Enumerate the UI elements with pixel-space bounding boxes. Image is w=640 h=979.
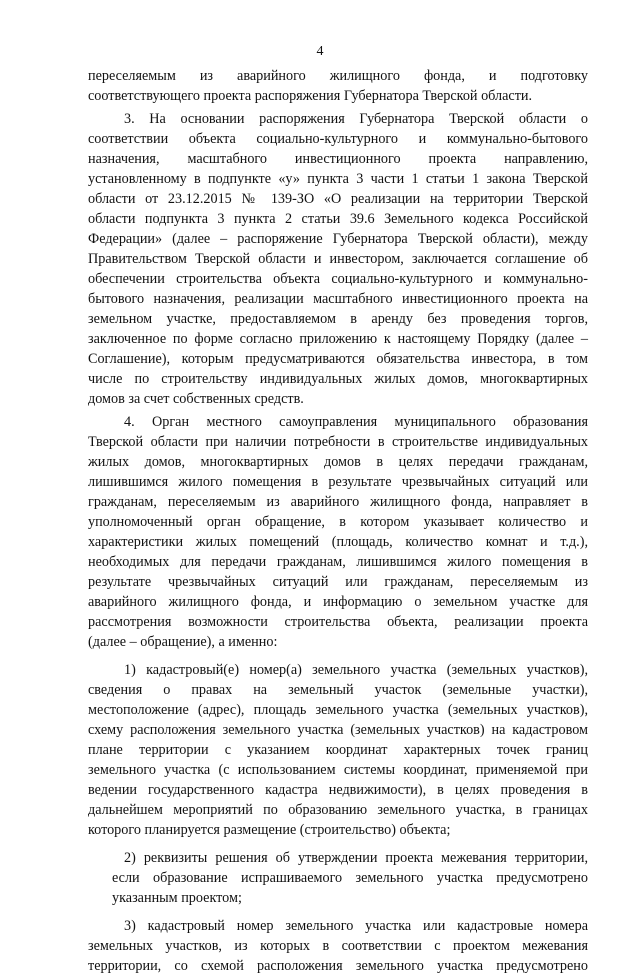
text-line: плане территории с указанием координат характерных точек границ: [88, 742, 588, 758]
text-line: установленному в подпункте «у» пункта 3 части 1 статьи 1 закона Тверской: [88, 171, 588, 187]
text-line: гражданам, переселяемым из аварийного жилищного фонда, направляет в: [88, 494, 588, 510]
text-line: сведения о правах на земельный участок (земельные участки),: [88, 682, 588, 698]
list-item-2: [88, 848, 588, 908]
text-line: соответствии объекта социально-культурного и коммунально-бытового: [88, 131, 588, 147]
text-line: обеспечении строительства объекта социально-культурного и коммунально-: [88, 271, 588, 287]
text-line: заключенное по форме согласно приложению к настоящему Порядку (далее –: [88, 331, 588, 347]
text-line: территории, со схемой расположения земельного участка предусмотрено: [88, 958, 588, 974]
text-line: указанным проектом;: [112, 890, 242, 906]
text-line: аварийного жилищного фонда, и информацию о земельном участке для: [88, 594, 588, 610]
text-line: Тверской области при наличии потребности в строительстве индивидуальных: [88, 434, 588, 450]
text-line: области от 23.12.2015 № 139-ЗО «О реализации на территории Тверской: [88, 191, 588, 207]
page-number: 4: [316, 44, 324, 59]
text-line: земельного участка (с использованием системы координат, применяемой при: [88, 762, 588, 778]
list-item-1: [88, 660, 588, 840]
text-line: 2) реквизиты решения об утверждении проекта межевания территории,: [124, 850, 588, 866]
text-line: если образование испрашиваемого земельного участка предусмотрено: [112, 870, 588, 886]
text-line: жилых домов, многоквартирных домов в целях передачи гражданам,: [88, 454, 588, 470]
text-line: переселяемым из аварийного жилищного фонда, и подготовку: [88, 68, 588, 84]
text-line: Правительством Тверской области и инвестором, заключается соглашение об: [88, 251, 588, 267]
text-line: области подпункта 3 пункта 2 статьи 39.6 Земельного кодекса Российской: [88, 211, 588, 227]
text-line: местоположение (адрес), площадь земельного участка (земельных участков),: [88, 702, 588, 718]
text-line: необходимых для передачи гражданам, лишившимся жилого помещения в: [88, 554, 588, 570]
text-line: Федерации» (далее – распоряжение Губернатора Тверской области), между: [88, 231, 588, 247]
text-line: домов за счет собственных средств.: [88, 391, 304, 407]
text-line: назначения, масштабного инвестиционного проекта направлению,: [88, 151, 588, 167]
text-line: схему расположения земельного участка (земельных участков) на кадастровом: [88, 722, 588, 738]
text-line: 4. Орган местного самоуправления муниципального образования: [124, 414, 588, 430]
text-line: уполномоченный орган обращение, в котором указывает количество и: [88, 514, 588, 530]
text-line: соответствующего проекта распоряжения Губернатора Тверской области.: [88, 88, 533, 104]
text-line: земельном участке, предоставляемом в аренду без проведения торгов,: [88, 311, 588, 327]
text-line: лишившимся жилого помещения в результате чрезвычайных ситуаций или: [88, 474, 588, 490]
text-line: характеристики жилых помещений (площадь, количество комнат и т.д.),: [88, 534, 588, 550]
text-line: (далее – обращение), а именно:: [88, 634, 278, 650]
paragraph-point-4: [88, 412, 588, 652]
text-line: дальнейшем мероприятий по образованию земельного участка, в границах: [88, 802, 588, 818]
text-line: Соглашение), которым предусматриваются обязательства инвестора, в том: [88, 351, 588, 367]
paragraph-intro: [88, 66, 588, 106]
list-item-3: [88, 916, 588, 976]
text-line: 3. На основании распоряжения Губернатора Тверской области о: [124, 111, 588, 127]
text-line: 3) кадастровый номер земельного участка или кадастровые номера: [124, 918, 588, 934]
text-line: 1) кадастровый(е) номер(а) земельного участка (земельных участков),: [124, 662, 588, 678]
text-line: результате чрезвычайных ситуаций или гражданам, переселяемым из: [88, 574, 588, 590]
text-line: рассмотрения возможности строительства объекта, реализации проекта: [88, 614, 588, 630]
text-line: которого планируется размещение (строительство) объекта;: [88, 822, 451, 838]
text-line: земельных участков, из которых в соответствии с проектом межевания: [88, 938, 588, 954]
text-line: ведении государственного кадастра недвижимости), в целях проведения в: [88, 782, 588, 798]
text-line: бытового назначения, реализации масштабного инвестиционного проекта на: [88, 291, 588, 307]
document-body: [88, 66, 588, 979]
paragraph-point-3: [88, 109, 588, 409]
text-line: числе по строительству индивидуальных жилых домов, многоквартирных: [88, 371, 588, 387]
